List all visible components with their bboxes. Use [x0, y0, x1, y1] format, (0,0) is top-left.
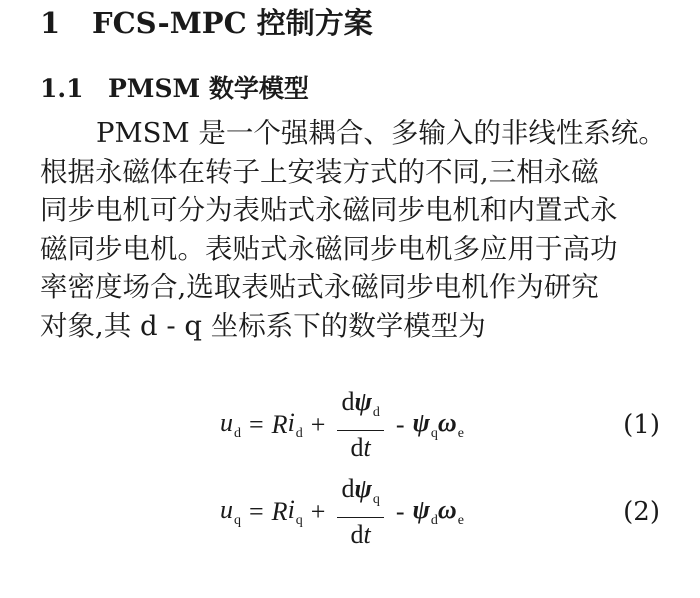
paragraph-line: 同步电机可分为表贴式永磁同步电机和内置式永	[40, 194, 618, 227]
paragraph-line: 根据永磁体在转子上安装方式的不同,三相永磁	[40, 155, 599, 188]
fraction-denominator: dt	[350, 433, 371, 462]
eq-minus: -	[395, 497, 405, 526]
paragraph-line: 磁同步电机。表贴式永磁同步电机多应用于高功	[40, 232, 618, 265]
eq-equals: =	[249, 497, 264, 526]
equation-number: (2)	[623, 497, 660, 527]
eq-current: $i_d$	[287, 408, 303, 441]
equation-body	[220, 389, 464, 461]
fraction-numerator: $d\psi_q$	[337, 474, 383, 518]
eq-lhs: $u_q$	[220, 495, 241, 528]
section-heading	[40, 4, 373, 42]
eq-flux: $\psi_q$	[412, 408, 438, 441]
section-number: 1	[40, 6, 61, 40]
fraction-numerator: $d\psi_d$	[337, 387, 383, 431]
subsection-title-text: PMSM 数学模型	[108, 74, 309, 103]
equation-2	[220, 476, 660, 548]
equation-1	[220, 389, 660, 461]
body-paragraph	[40, 114, 666, 346]
eq-omega: $\omega_e$	[437, 495, 464, 528]
eq-omega: $\omega_e$	[437, 408, 464, 441]
eq-lhs: $u_d$	[220, 408, 241, 441]
section-title-text: FCS-MPC 控制方案	[92, 6, 373, 40]
eq-equals: =	[249, 410, 264, 439]
fraction-denominator: dt	[350, 520, 371, 549]
eq-plus: +	[310, 410, 326, 439]
eq-plus: +	[310, 497, 326, 526]
eq-derivative-fraction	[337, 474, 383, 550]
subsection-number: 1.1	[40, 74, 84, 103]
equation-number: (1)	[623, 410, 660, 440]
eq-minus: -	[395, 410, 405, 439]
eq-flux: $\psi_d$	[412, 495, 438, 528]
eq-resistance: R	[271, 410, 288, 439]
paragraph-line: PMSM 是一个强耦合、多输入的非线性系统。	[96, 117, 666, 149]
subsection-heading	[40, 72, 309, 106]
eq-current: $i_q$	[287, 495, 303, 528]
eq-resistance: R	[271, 497, 288, 526]
paragraph-line: 对象,其 d - q 坐标系下的数学模型为	[40, 309, 486, 342]
eq-derivative-fraction	[337, 387, 383, 463]
equation-body	[220, 476, 464, 548]
paragraph-line: 率密度场合,选取表贴式永磁同步电机作为研究	[40, 271, 599, 304]
